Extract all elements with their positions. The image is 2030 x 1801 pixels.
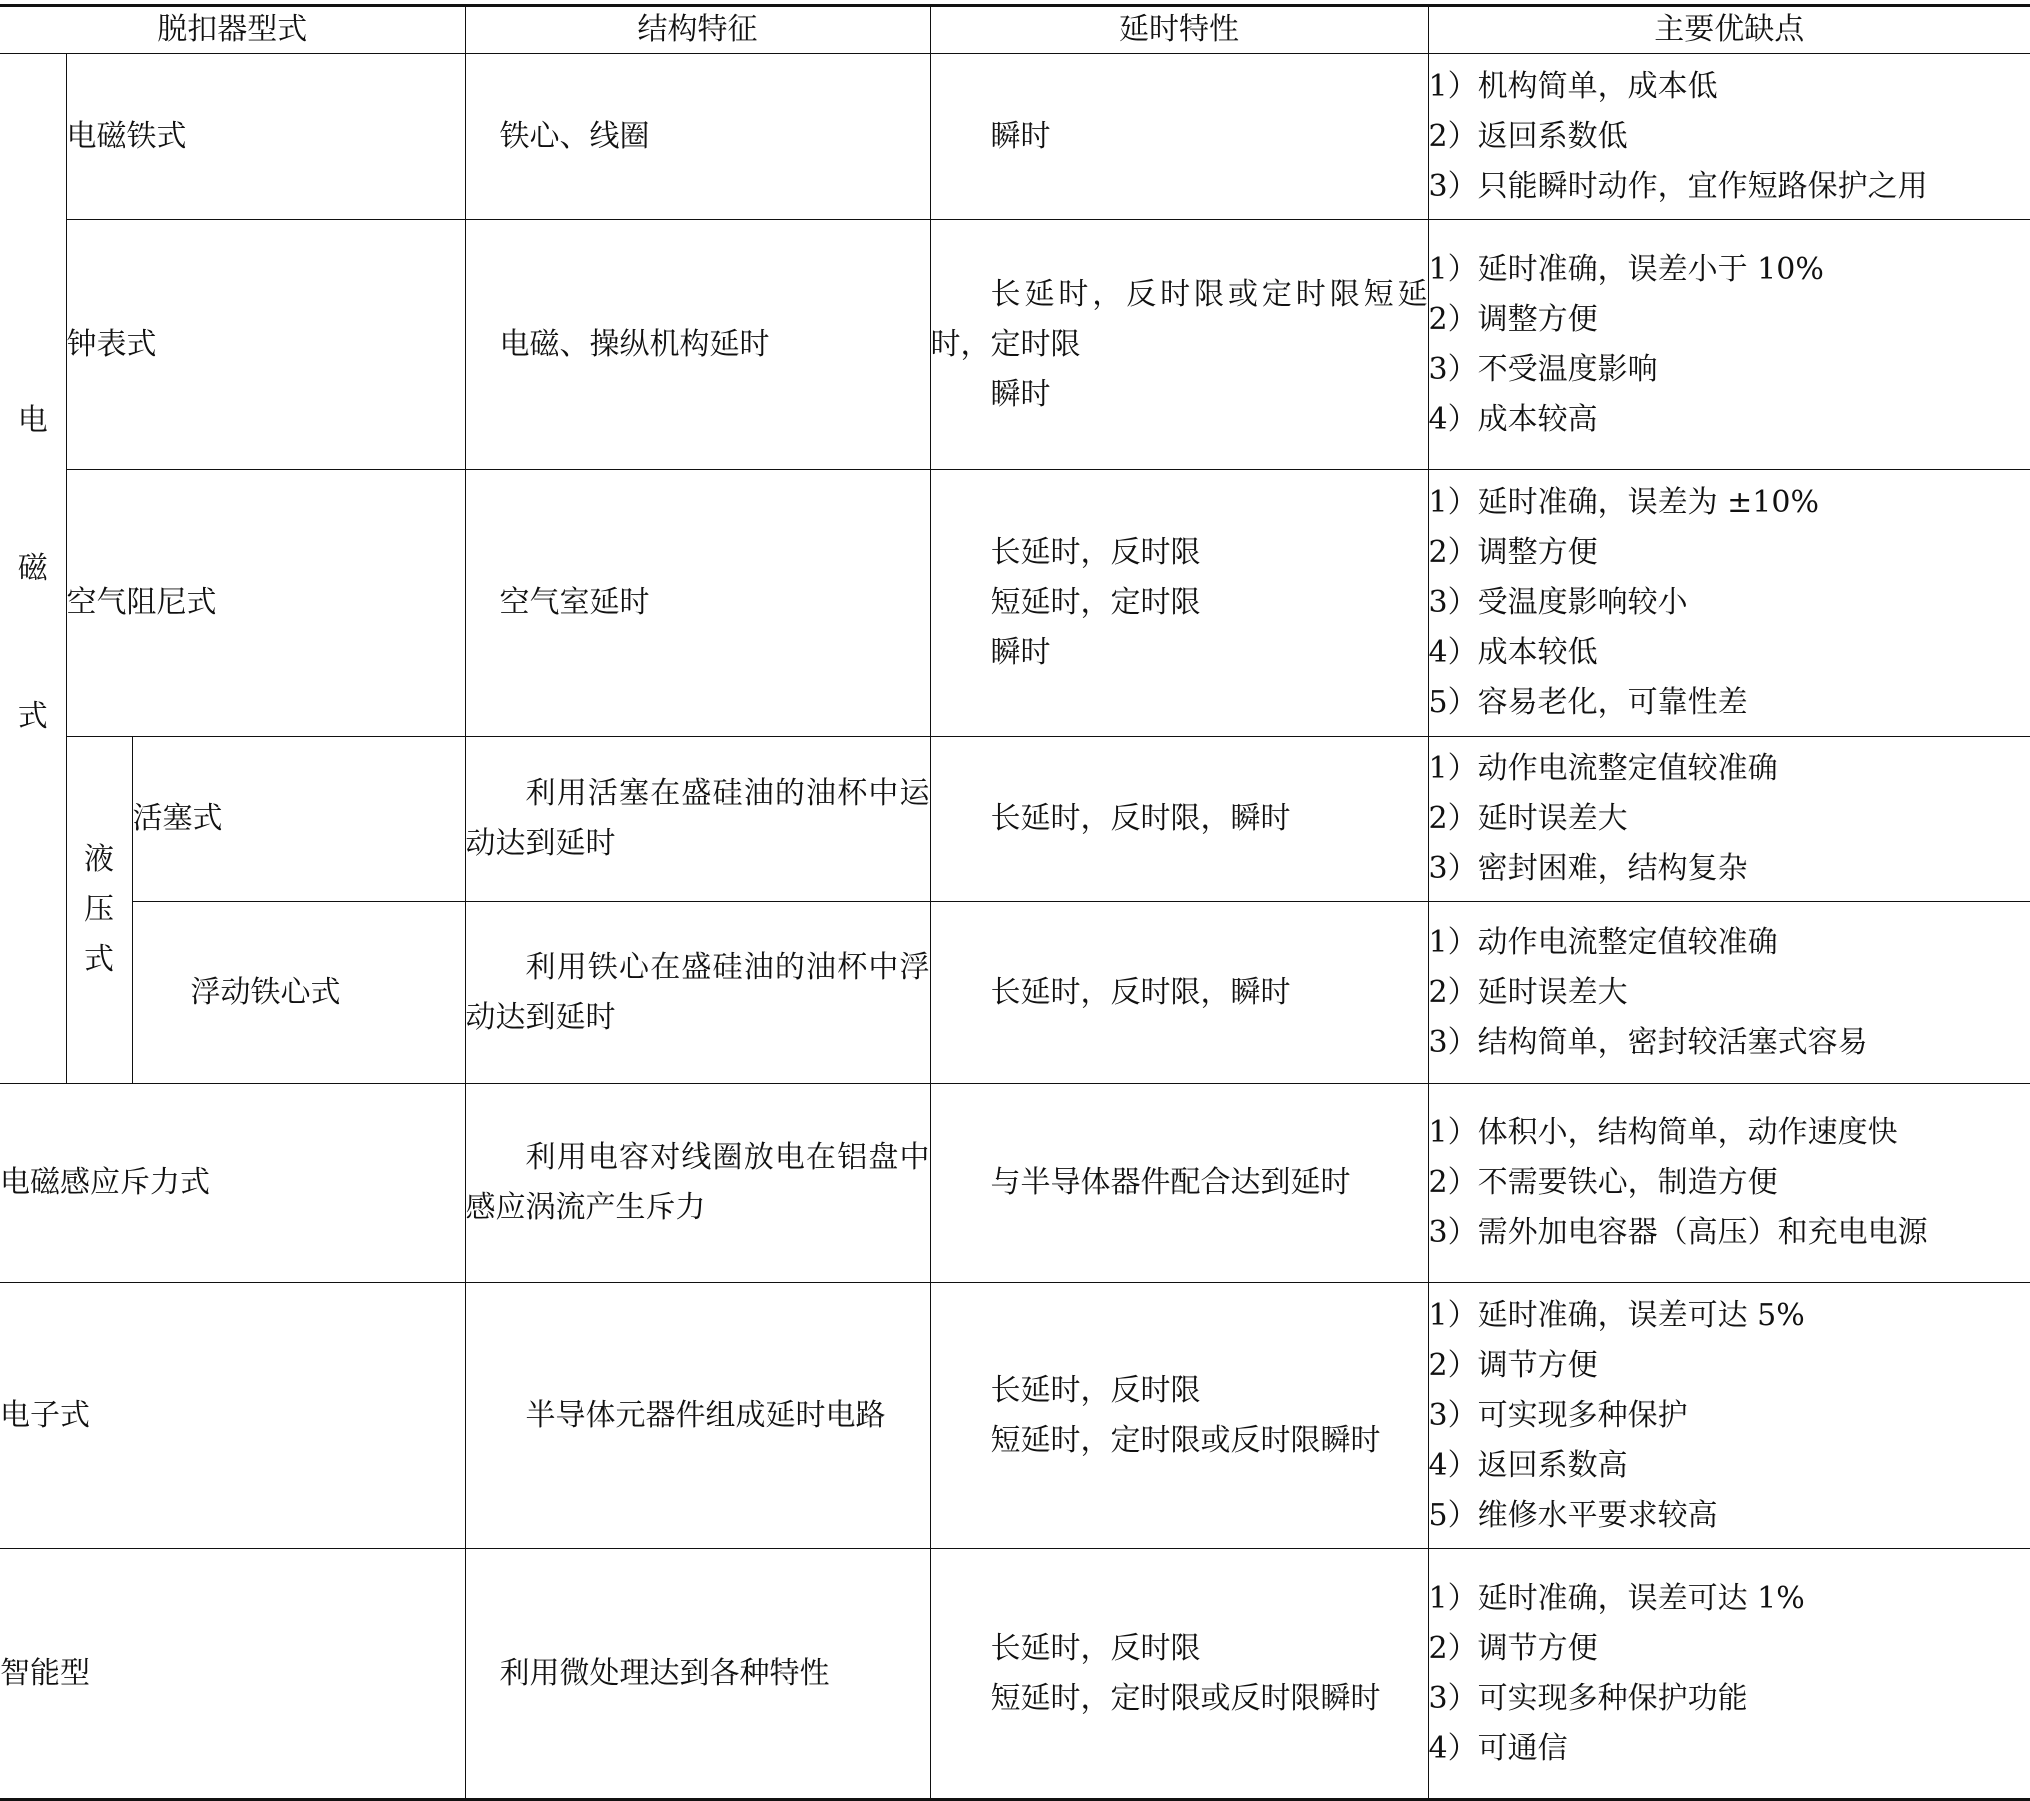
table-row xyxy=(0,220,2030,470)
pros-cons-cell: 1）延时准确，误差可达 5% 2）调节方便 3）可实现多种保护 4）返回系数高 5）维修水平要求较高 xyxy=(1428,1283,2030,1549)
delay-cell: 长延时，反时限 短延时，定时限或反时限瞬时 xyxy=(930,1283,1428,1549)
group-label-hydraulic: 液 压 式 xyxy=(66,737,132,1084)
structure-cell: 利用电容对线圈放电在铝盘中感应涡流产生斥力 xyxy=(465,1084,930,1283)
structure-cell: 利用微处理达到各种特性 xyxy=(465,1549,930,1800)
header-type: 脱扣器型式 xyxy=(0,6,465,54)
delay-cell: 长延时，反时限，瞬时 xyxy=(930,902,1428,1084)
table-row xyxy=(0,470,2030,737)
table-row xyxy=(0,1549,2030,1800)
header-delay: 延时特性 xyxy=(930,6,1428,54)
pros-cons-cell: 1）延时准确，误差为 ±10% 2）调整方便 3）受温度影响较小 4）成本较低 5）容易老化，可靠性差 xyxy=(1428,470,2030,737)
table-row xyxy=(0,902,2030,1084)
structure-cell: 铁心、线圈 xyxy=(465,54,930,220)
type-cell: 智能型 xyxy=(0,1549,465,1800)
structure-cell: 空气室延时 xyxy=(465,470,930,737)
type-cell: 浮动铁心式 xyxy=(132,902,465,1084)
type-cell: 活塞式 xyxy=(132,737,465,902)
header-pros-cons: 主要优缺点 xyxy=(1428,6,2030,54)
delay-cell: 长延时，反时限，瞬时 xyxy=(930,737,1428,902)
pros-cons-cell: 1）延时准确，误差可达 1% 2）调节方便 3）可实现多种保护功能 4）可通信 xyxy=(1428,1549,2030,1800)
table-row xyxy=(0,1283,2030,1549)
group-label-electromagnetic: 电 磁 式 xyxy=(0,54,66,1084)
header-structure: 结构特征 xyxy=(465,6,930,54)
delay-cell: 长延时，反时限或定时限短延时，定时限 瞬时 xyxy=(930,220,1428,470)
type-cell: 电子式 xyxy=(0,1283,465,1549)
type-cell: 钟表式 xyxy=(66,220,465,470)
delay-cell: 瞬时 xyxy=(930,54,1428,220)
type-cell: 电磁铁式 xyxy=(66,54,465,220)
type-cell: 电磁感应斥力式 xyxy=(0,1084,465,1283)
table-row xyxy=(0,1084,2030,1283)
delay-cell: 长延时，反时限 短延时，定时限或反时限瞬时 xyxy=(930,1549,1428,1800)
pros-cons-cell: 1）体积小，结构简单，动作速度快 2）不需要铁心，制造方便 3）需外加电容器（高压）和充电电源 xyxy=(1428,1084,2030,1283)
table-row xyxy=(0,54,2030,220)
delay-cell: 长延时，反时限 短延时，定时限 瞬时 xyxy=(930,470,1428,737)
structure-cell: 利用活塞在盛硅油的油杯中运动达到延时 xyxy=(465,737,930,902)
delay-cell: 与半导体器件配合达到延时 xyxy=(930,1084,1428,1283)
table-header-row xyxy=(0,6,2030,54)
structure-cell: 半导体元器件组成延时电路 xyxy=(465,1283,930,1549)
table-row xyxy=(0,737,2030,902)
pros-cons-cell: 1）动作电流整定值较准确 2）延时误差大 3）密封困难，结构复杂 xyxy=(1428,737,2030,902)
pros-cons-cell: 1）机构简单，成本低 2）返回系数低 3）只能瞬时动作，宜作短路保护之用 xyxy=(1428,54,2030,220)
structure-cell: 利用铁心在盛硅油的油杯中浮动达到延时 xyxy=(465,902,930,1084)
pros-cons-cell: 1）延时准确，误差小于 10% 2）调整方便 3）不受温度影响 4）成本较高 xyxy=(1428,220,2030,470)
pros-cons-cell: 1）动作电流整定值较准确 2）延时误差大 3）结构简单，密封较活塞式容易 xyxy=(1428,902,2030,1084)
structure-cell: 电磁、操纵机构延时 xyxy=(465,220,930,470)
trip-unit-comparison-table xyxy=(0,4,2030,1801)
type-cell: 空气阻尼式 xyxy=(66,470,465,737)
